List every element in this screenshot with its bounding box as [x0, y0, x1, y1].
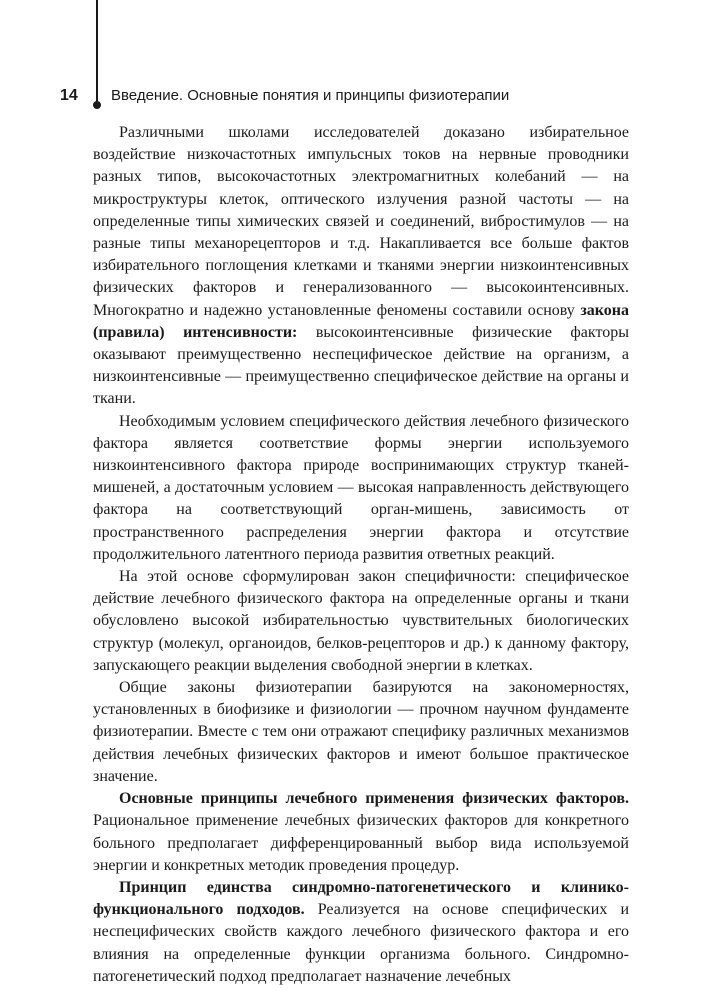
- law-term: закона (правила) интенсивности:: [93, 301, 629, 341]
- paragraph-general-laws: [93, 677, 629, 788]
- paragraph-text: Различными школами исследователей доказано избирательное воздействие низкочастотных импульсных токов на нервные проводники разных типов, высокочастотных электромагнитных колебаний — на микроструктуры клеток, оптического излучения разной частоты — на определенные типы химических связей и соединений, вибростимулов — на разные типы механорецепторов и т.д. Накапливается все больше фактов избирательного поглощения клетками и тканями энергии низкоинтенсивных физических факторов и генерализованного — высокоинтенсивных. Многократно и надежно установленные феномены составили основу: [93, 124, 629, 319]
- paragraph-intensity-law: [93, 122, 629, 411]
- paragraph-text: Общие законы физиотерапии базируются на закономерностях, установленных в биофизике и физиологии — прочном научном фундаменте физиотерапии. Вместе с тем они отражают специфику различных механизмов действия лечебных физических факторов и имеют большое практическое значение.: [93, 679, 629, 785]
- section-lead: Основные принципы лечебного применения физических факторов.: [119, 790, 629, 808]
- paragraph-specific-action: [93, 411, 629, 566]
- paragraph-text: Рациональное применение лечебных физических факторов для конкретного больного предполагает дифференцированный выбор вида используемой энергии и конкретных методик проведения процедур.: [93, 812, 629, 874]
- body-text: [93, 122, 629, 988]
- paragraph-text-tail: высокоинтенсивные физические факторы оказывают преимущественно неспецифическое действие на организм, а низкоинтенсивные — преимущественно специфическое действие на органы и ткани.: [93, 323, 629, 408]
- paragraph-specificity-law: [93, 566, 629, 677]
- paragraph-text: Реализуется на основе специфических и неспецифических свойств каждого лечебного физического фактора и его влияния на определенные функции организма больного. Синдромно-патогенетический подход предполагает назначение лечебных: [93, 901, 630, 985]
- paragraph-text: На этой основе сформулирован закон специфичности: специфическое действие лечебного физического фактора на определенные органы и ткани обусловлено высокой избирательностью чувствительных биологических структур (молекул, органоидов, белков-рецепторов и др.) к данному фактору, запускающего реакции выделения свободной энергии в клетках.: [93, 568, 629, 674]
- section-lead: Принцип единства синдромно-патогенетического и клинико-функционального подходов.: [93, 878, 629, 919]
- paragraph-basic-principles: [93, 788, 629, 877]
- header-title: Введение. Основные понятия и принципы физиотерапии: [111, 87, 510, 104]
- margin-rule-dot: [93, 101, 101, 109]
- margin-vertical-rule: [96, 0, 98, 104]
- paragraph-unity-principle: [93, 877, 629, 988]
- page-number: 14: [60, 87, 78, 104]
- paragraph-text: Необходимым условием специфического действия лечебного физического фактора является соответствие формы энергии используемого низкоинтенсивного фактора природе воспринимающих структур тканей-мишеней, а достаточным условием — высокая направленность действующего фактора на соответствующий орган-мишень, зависимость от пространственного распределения энергии фактора и отсутствие продолжительного латентного периода развития ответных реакций.: [93, 412, 629, 563]
